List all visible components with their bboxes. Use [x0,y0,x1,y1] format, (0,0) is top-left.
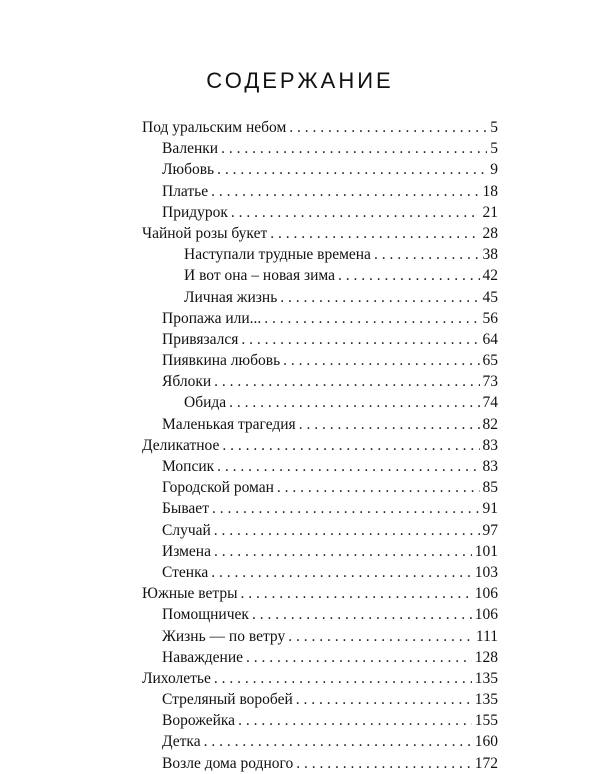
toc-entry-page: 103 [474,563,498,581]
dot-leader [296,753,472,774]
toc-entry [142,117,498,138]
toc-entry [142,710,498,731]
toc-entry [142,244,498,265]
dot-leader [270,223,479,244]
toc-entry [142,414,498,435]
toc-entry-title: Личная жизнь [184,288,278,306]
dot-leader [374,244,480,265]
dot-leader [289,117,487,138]
toc-entry-title: Чайной розы букет [142,224,268,242]
toc-entry-title: Под уральским небом [142,119,287,136]
toc-entry [142,647,498,668]
dot-leader [299,414,480,435]
dot-leader [214,371,479,392]
toc-entry-title: Возле дома родного [162,754,294,772]
toc-entry [142,477,498,498]
dot-leader [211,181,479,202]
toc-entry-page: 74 [482,394,498,412]
toc-entry-title: Наваждение [162,648,244,666]
dot-leader [222,435,479,456]
page-title: СОДЕРЖАНИЕ [206,68,394,93]
toc-entry-title: Платье [162,182,209,200]
dot-leader [338,265,480,286]
toc-entry-page: 106 [474,585,498,603]
dot-leader [241,329,479,350]
toc-entry [142,435,498,456]
toc-entry-title: Стреляный воробей [162,691,293,709]
dot-leader [296,689,472,710]
toc-entry-page: 111 [475,627,498,645]
dot-leader [252,604,472,625]
toc-entry [142,753,498,774]
toc-entry-page: 106 [474,606,498,624]
toc-entry-page: 42 [482,267,498,285]
dot-leader [221,138,487,159]
toc-entry-page: 83 [482,458,498,475]
toc-entry-title: Придурок [162,203,228,221]
toc-entry-title: Любовь [162,161,215,179]
toc-entry [142,329,498,350]
toc-entry-page: 65 [482,352,498,370]
toc-entry-page: 38 [482,246,498,264]
toc-entry-page: 5 [490,140,498,158]
dot-leader [229,392,479,413]
dot-leader [214,541,472,562]
toc-entry [142,202,498,223]
toc-entry-title: Пиявкина любовь [162,352,281,370]
toc-entry-page: 83 [482,436,498,454]
toc-entry-page: 56 [482,309,498,327]
toc-entry-title: Наступали трудные времена [184,246,371,264]
toc-entry-page: 155 [474,712,498,730]
toc-entry [142,541,498,562]
toc-entry [142,731,498,752]
dot-leader [204,731,472,752]
toc-entry-title: Привязался [162,330,239,348]
toc-entry-title: Бывает [162,500,209,518]
toc-entry-page: 172 [474,754,498,772]
toc-entry-title: Случай [162,521,211,539]
dot-leader [217,159,487,180]
toc-entry-page: 85 [482,479,498,497]
toc-entry [142,350,498,371]
toc-entry-title: Деликатное [142,436,220,454]
dot-leader [277,477,480,498]
dot-leader [283,350,479,371]
toc-entry-page: 160 [474,733,498,751]
toc-entry-title: Валенки [162,140,219,158]
toc-entry-page: 18 [482,182,498,200]
dot-leader [212,498,480,519]
dot-leader [264,308,479,329]
toc-entry [142,604,498,625]
dot-leader [238,710,472,731]
toc-entry-page: 21 [482,203,498,221]
toc-entry-title: Стенка [162,563,209,581]
toc-entry [142,159,498,180]
toc-entry [142,371,498,392]
toc-entry-title: Мопсик [162,458,215,475]
toc-entry-page: 73 [482,373,498,391]
dot-leader [241,583,472,604]
toc-entry [142,223,498,244]
toc-entry-page: 128 [474,648,498,666]
dot-leader [280,287,479,308]
toc-entry-page: 9 [490,161,498,179]
toc-entry-title: Маленькая трагедия [162,415,296,433]
toc-entry [142,520,498,541]
toc-entry-title: Пропажа или... [162,309,262,327]
toc-entry-page: 64 [482,330,498,348]
toc-entry [142,181,498,202]
toc-entry [142,138,498,159]
toc-entry [142,456,498,477]
toc-entry [142,562,498,583]
toc-entry [142,583,498,604]
dot-leader [288,626,473,647]
dot-leader [214,520,480,541]
toc-entry [142,668,498,689]
dot-leader [214,668,472,689]
toc-entry [142,287,498,308]
toc-entry-page: 135 [474,669,498,687]
toc-entry-title: Городской роман [162,479,274,497]
dot-leader [231,202,480,223]
toc-entry-title: Помощничек [162,606,249,624]
toc-entry-page: 82 [482,415,498,433]
toc-entry-title: Детка [162,733,201,751]
toc-entry-page: 91 [482,500,498,518]
toc-entry-page: 101 [474,542,498,560]
dot-leader [217,456,479,477]
toc-entry-page: 97 [482,521,498,539]
dot-leader [211,562,471,583]
toc-entry [142,498,498,519]
toc-entry-title: Яблоки [162,373,212,391]
toc-entry-title: Южные ветры [142,585,238,603]
toc-entry-page: 135 [474,691,498,709]
toc-entry-title: Ворожейка [162,712,236,730]
toc-entry [142,308,498,329]
dot-leader [246,647,472,668]
toc-entry-title: Измена [162,542,211,560]
toc-entry-page: 5 [490,119,498,136]
toc-entry-title: Жизнь — по ветру [162,627,286,645]
toc-entry [142,626,498,647]
toc-entry [142,265,498,286]
toc-entry [142,689,498,710]
toc-entry-title: И вот она – новая зима [184,267,335,285]
toc-entry-title: Обида [184,394,227,412]
toc-entry-title: Лихолетье [142,669,211,687]
toc-entry [142,392,498,413]
toc-list [142,117,498,774]
toc-entry-page: 45 [482,288,498,306]
toc-entry-page: 28 [482,224,498,242]
